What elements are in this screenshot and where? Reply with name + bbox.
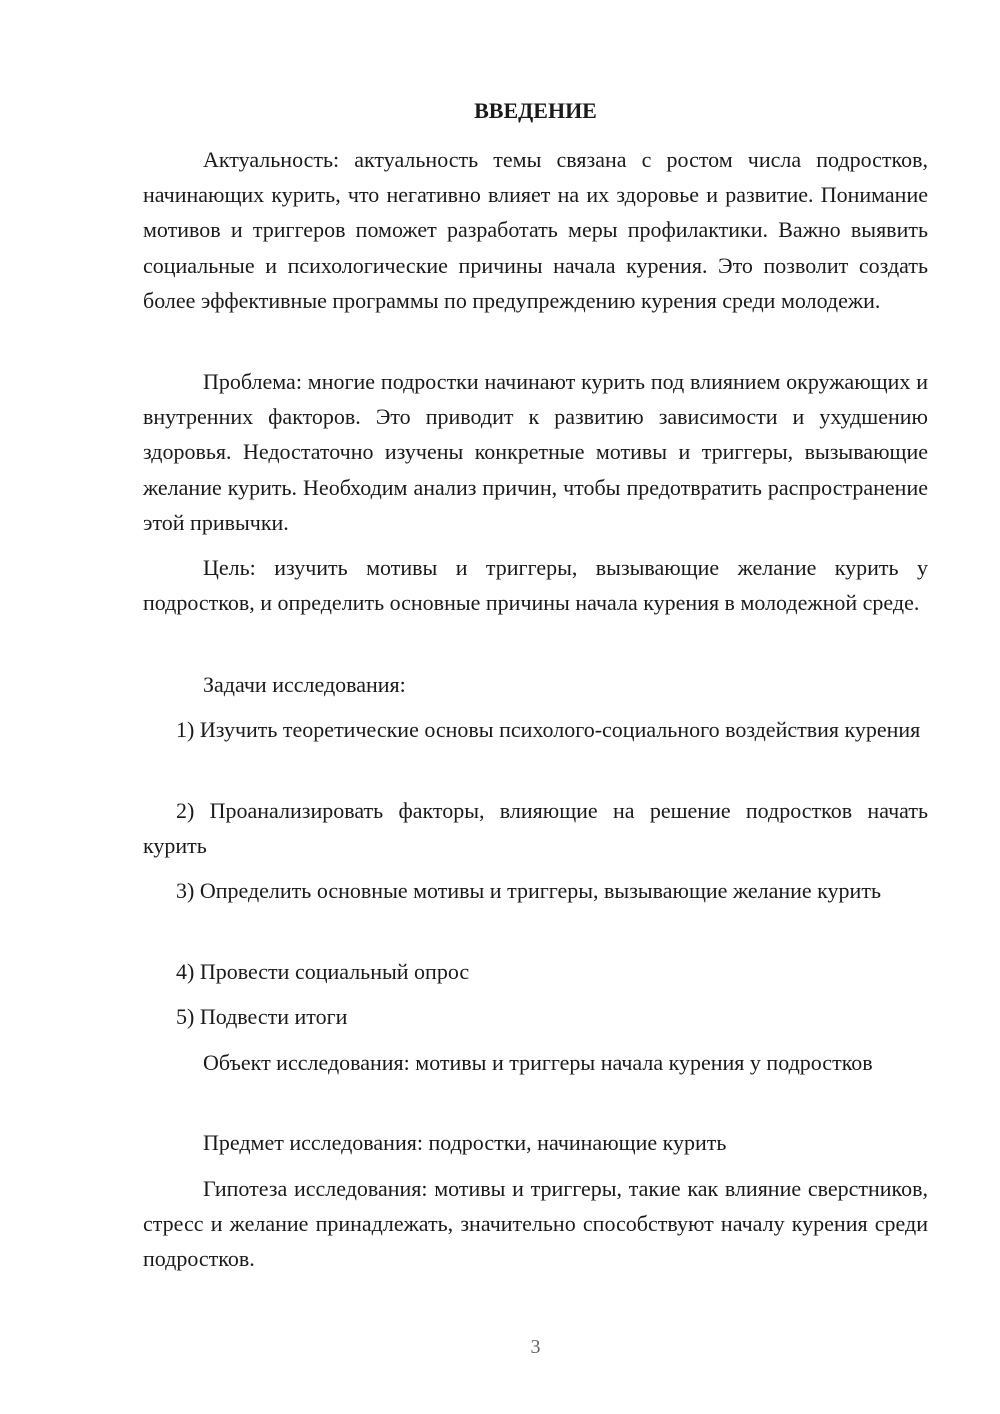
page-number: 3 <box>530 1336 541 1358</box>
subject-paragraph: Предмет исследования: подростки, начинающие курить <box>203 1130 727 1155</box>
document-page <box>143 0 928 1414</box>
problem-paragraph: Проблема: многие подростки начинают курить под влиянием окружающих и внутренних факторов. Это приводит к развитию зависимости и ухудшению здоровья. Недостаточно изучены конкретные мотивы и триггеры, вызывающие желание курить. Необходим анализ причин, чтобы предотвратить распространение этой привычки. <box>143 369 928 535</box>
task-item-1: 1) Изучить теоретические основы психолого-социального воздействия курения <box>176 717 921 742</box>
object-paragraph: Объект исследования: мотивы и триггеры начала курения у подростков <box>203 1050 873 1075</box>
relevance-paragraph: Актуальность: актуальность темы связана с ростом числа подростков, начинающих курить, что негативно влияет на их здоровье и развитие. Понимание мотивов и триггеров поможет разработать меры профилактики. Важно выявить социальные и психологические причины начала курения. Это позволит создать более эффективные программы по предупреждению курения среди молодежи. <box>143 147 928 313</box>
tasks-heading: Задачи исследования: <box>203 672 406 697</box>
hypothesis-paragraph: Гипотеза исследования: мотивы и триггеры, такие как влияние сверстников, стресс и желание принадлежать, значительно способствуют началу курения среди подростков. <box>143 1176 928 1272</box>
task-item-5: 5) Подвести итоги <box>176 1004 348 1029</box>
task-item-2: 2) Проанализировать факторы, влияющие на решение подростков начать курить <box>143 798 928 859</box>
task-item-3: 3) Определить основные мотивы и триггеры, вызывающие желание курить <box>176 878 881 903</box>
section-title: ВВЕДЕНИЕ <box>474 98 597 123</box>
task-item-4: 4) Провести социальный опрос <box>176 959 470 984</box>
goal-paragraph: Цель: изучить мотивы и триггеры, вызывающие желание курить у подростков, и определить основные причины начала курения в молодежной среде. <box>143 555 928 616</box>
